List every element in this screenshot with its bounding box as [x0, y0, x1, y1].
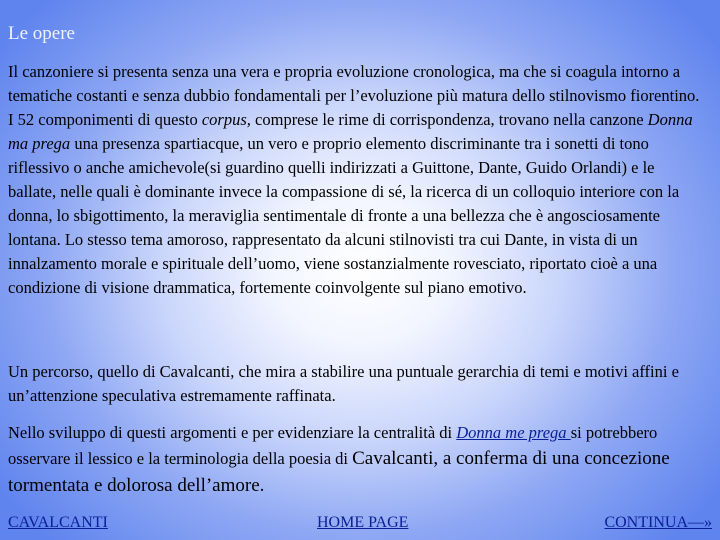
paragraph-text: una presenza spartiacque, un vero e proprio elemento discriminante tra i sonetti di tono riflessivo o anche amichevole(si guardino quelli indirizzati a Guittone, Dante, Guido Orlandi) e le ballate, nelle quali è dominante invece la compassione di sé, la ricerca di un colloquio interiore con la donna, lo sbigottimento, la meraviglia sentimentale di fronte a una bellezza che è angosciosamente lontana. Lo stesso tema amoroso, rappresentato da alcuni stilnovisti tra cui Dante, in vista di un innalzamento morale e spirituale dell’uomo, viene sostanzialmente rovesciato, riportato cioè a una condizione di visione drammatica, fortemente coinvolgente sul piano emotivo. [8, 134, 680, 297]
italic-title-donna-ma-prega: Donna ma prega [8, 110, 693, 153]
nav-link-continua[interactable]: CONTINUA—» [604, 514, 712, 531]
page-title: Le opere [8, 23, 75, 44]
link-donna-me-prega[interactable]: Donna me prega [456, 423, 571, 442]
paragraph-text-large: Cavalcanti, a conferma di una concezione tormentata e dolorosa dell’amore. [8, 448, 670, 496]
nav-link-home-page[interactable]: HOME PAGE [317, 514, 409, 531]
paragraph-percorso: Un percorso, quello di Cavalcanti, che mira a stabilire una puntuale gerarchia di temi e motivi affini e un’attenzione speculativa estremamente raffinata. [8, 362, 679, 405]
paragraph-text: comprese le rime di corrispondenza, trovano nella canzone [250, 110, 648, 129]
nav-link-cavalcanti[interactable]: CAVALCANTI [8, 514, 108, 531]
italic-term-corpus: corpus, [201, 110, 251, 129]
paragraph-text: si potrebbero osservare il lessico e la terminologia della poesia di [8, 423, 658, 468]
paragraph-sviluppo [8, 421, 706, 499]
paragraph-canzoniere [8, 60, 706, 300]
paragraph-text: Il canzoniere si presenta senza una vera e propria evoluzione cronologica, ma che si coagula intorno a tematiche costanti e senza dubbio fondamentali per l’evoluzione più matura dello stilnovismo fiorentino. I 52 componimenti di questo [8, 62, 700, 129]
paragraph-text: Nello sviluppo di questi argomenti e per evidenziare la centralità di [8, 423, 457, 442]
